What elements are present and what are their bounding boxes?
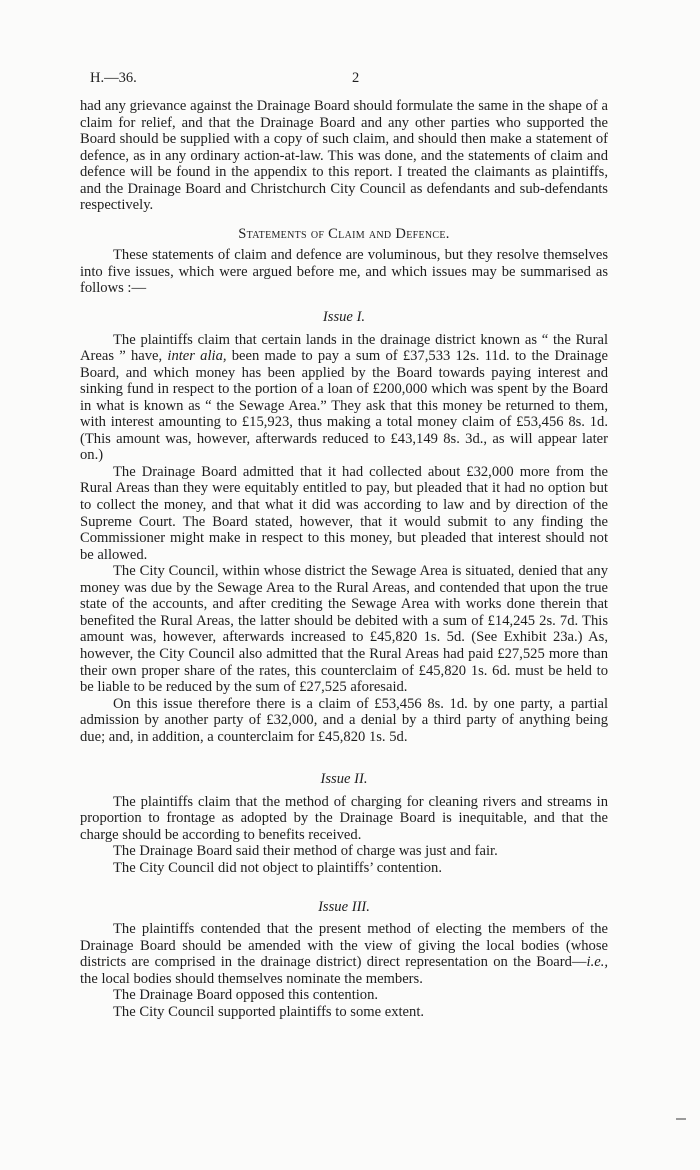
issue-3-heading: Issue III. [318,898,370,915]
issue-3-p1-italic: i.e., [586,954,608,971]
issue-1-heading: Issue I. [322,309,366,326]
section-title-text: Statements of Claim and Defence. [238,225,450,242]
issue-1-p1-text-a: The plaintiffs claim that certain lands in the drainage district known as “ the Rural Areas ” have, [80,331,608,365]
issue-1-paragraph-3: The City Council, within whose district the Sewage Area is situated, denied that any money was due by the Sewage Area to the Rural Areas, and contended that upon the true state of the accounts, and after crediting the Sewage Area with works done therein that benefited the Rural Areas, the latter should be debited with a sum of £14,245 2s. 7d. This amount was, however, afterwards increased to £45,820 1s. 5d. (See Exhibit 23a.) As, however, the City Council also admitted that the Rural Areas had paid £27,525 more than their own proper share of the rates, this counterclaim of £45,820 1s. 6d. must be held to be liable to be reduced by the sum of £27,525 aforesaid. [80,563,608,696]
issue-3-paragraph-1 [80,921,608,987]
issue-1-p1-text-b: been made to pay a sum of £37,533 12s. 11d. to the Drainage Board, and which money has been applied by the Board towards paying interest and sinking fund in respect to the portion of a loan of £200,000 which was spent by the Board in what is known as “ the Sewage Area.” They ask that this money be returned to them, with interest amounting to £15,923, thus making a total money claim of £53,456 8s. 1d. (This amount was, however, afterwards reduced to £43,149 8s. 3d., as will appear later on.) [80,348,608,464]
statements-paragraph: These statements of claim and defence are voluminous, but they resolve themselves into five issues, which were argued before me, and which issues may be summarised as follows :— [80,247,608,297]
page-header [90,70,610,90]
document-body [80,98,608,1020]
issue-2-paragraph-3: The City Council did not object to plaintiffs’ contention. [113,859,442,876]
issue-1-paragraph-4: On this issue therefore there is a claim of £53,456 8s. 1d. by one party, a partial admission by another party of £32,000, and a denial by a third party of anything being due; and, in addition, a counterclaim for £45,820 1s. 5d. [80,695,608,745]
issue-2-paragraph-2: The Drainage Board said their method of charge was just and fair. [113,843,498,860]
issue-1-p1-italic: inter alia, [167,348,227,365]
page-number: 2 [352,70,360,86]
section-title-statements [80,226,608,243]
document-id: H.—36. [90,70,137,86]
issue-2-heading: Issue II. [320,771,368,788]
issue-3-p1-text-b: the local bodies should themselves nominate the members. [80,970,423,987]
issue-2-paragraph-1: The plaintiffs claim that the method of charging for cleaning rivers and streams in proportion to frontage as adopted by the Drainage Board is inequitable, and that the charge should be according to benefits received. [80,793,608,843]
issue-3-paragraph-3: The City Council supported plaintiffs to some extent. [113,1003,425,1020]
issue-1-paragraph-1 [80,332,608,464]
issue-3-p1-text-a: The plaintiffs contended that the present method of electing the members of the Drainage Board should be amended with the view of giving the local bodies (whose districts are comprised in the drainage district) direct representation on the Board— [80,921,608,971]
issue-1-paragraph-2: The Drainage Board admitted that it had collected about £32,000 more from the Rural Areas than they were equitably entitled to pay, but pleaded that it had no option but to collect the money, and that what it did was according to law and by direction of the Supreme Court. The Board stated, however, that it would submit to any finding the Commissioner might make in respect to this money, but pleaded that interest should not be allowed. [80,463,608,563]
issue-3-paragraph-2: The Drainage Board opposed this contention. [113,987,379,1004]
margin-mark [676,1118,686,1120]
intro-paragraph: had any grievance against the Drainage Board should formulate the same in the shape of a claim for relief, and that the Drainage Board and any other parties who supported the Board should be supplied with a copy of such claim, and should then make a statement of defence, as in any ordinary action-at-law. This was done, and the statements of claim and defence will be found in the appendix to this report. I treated the claimants as plaintiffs, and the Drainage Board and Christchurch City Council as defendants and sub-defendants respectively. [80,98,608,214]
